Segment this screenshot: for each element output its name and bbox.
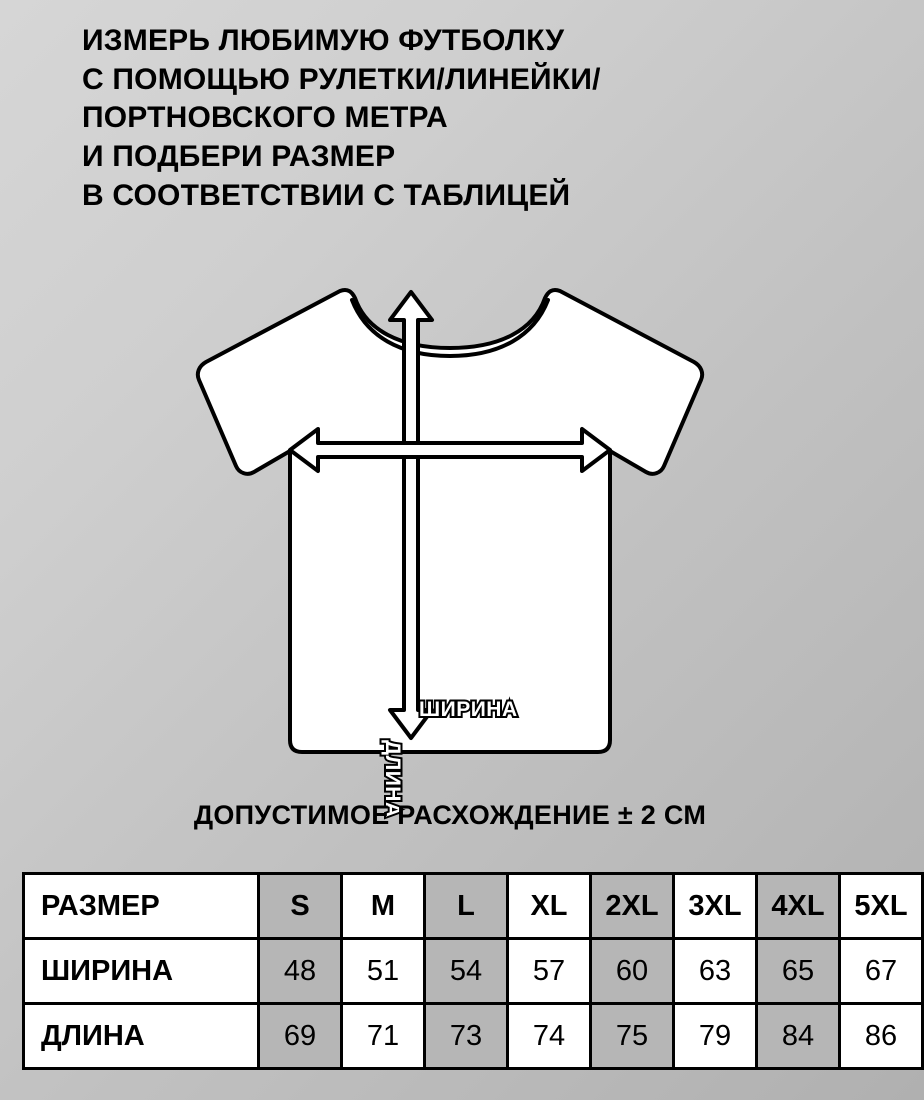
table-row — [24, 874, 923, 939]
table-cell: 75 — [591, 1004, 674, 1069]
headline — [82, 22, 872, 215]
table-cell: 79 — [674, 1004, 757, 1069]
table-cell: 57 — [508, 939, 591, 1004]
size-table — [22, 872, 924, 1070]
table-cell: 86 — [840, 1004, 923, 1069]
table-cell: 74 — [508, 1004, 591, 1069]
table-row-header: ДЛИНА — [24, 1004, 259, 1069]
headline-line-1: ИЗМЕРЬ ЛЮБИМУЮ ФУТБОЛКУ — [82, 24, 565, 57]
table-cell: 71 — [342, 1004, 425, 1069]
table-cell: 2XL — [591, 874, 674, 939]
table-cell: 67 — [840, 939, 923, 1004]
table-cell: 3XL — [674, 874, 757, 939]
headline-line-5: В СООТВЕТСТВИИ С ТАБЛИЦЕЙ — [82, 178, 571, 212]
table-cell: 73 — [425, 1004, 508, 1069]
size-table-wrap — [22, 872, 908, 1070]
table-cell: 60 — [591, 939, 674, 1004]
tshirt-outline — [198, 290, 702, 752]
table-cell: 69 — [259, 1004, 342, 1069]
table-cell: L — [425, 874, 508, 939]
table-cell: 63 — [674, 939, 757, 1004]
headline-line-4: И ПОДБЕРИ РАЗМЕР — [82, 140, 396, 174]
table-cell: 65 — [757, 939, 840, 1004]
table-row-header: РАЗМЕР — [24, 874, 259, 939]
table-cell: 51 — [342, 939, 425, 1004]
table-cell: 5XL — [840, 874, 923, 939]
length-label-text: ДЛИНА — [381, 740, 404, 818]
table-cell: 54 — [425, 939, 508, 1004]
table-cell: M — [342, 874, 425, 939]
width-label — [419, 698, 518, 722]
table-row — [24, 1004, 923, 1069]
table-cell: 84 — [757, 1004, 840, 1069]
headline-line-2: С ПОМОЩЬЮ РУЛЕТКИ/ЛИНЕЙКИ/ — [82, 62, 601, 96]
tolerance-note: ДОПУСТИМОЕ РАСХОЖДЕНИЕ ± 2 СМ — [193, 800, 707, 830]
table-cell: XL — [508, 874, 591, 939]
table-row — [24, 939, 923, 1004]
table-cell: S — [259, 874, 342, 939]
table-cell: 48 — [259, 939, 342, 1004]
table-cell: 4XL — [757, 874, 840, 939]
table-row-header: ШИРИНА — [24, 939, 259, 1004]
width-label-text: ШИРИНА — [419, 698, 518, 721]
headline-line-3: ПОРТНОВСКОГО МЕТРА — [82, 101, 448, 135]
